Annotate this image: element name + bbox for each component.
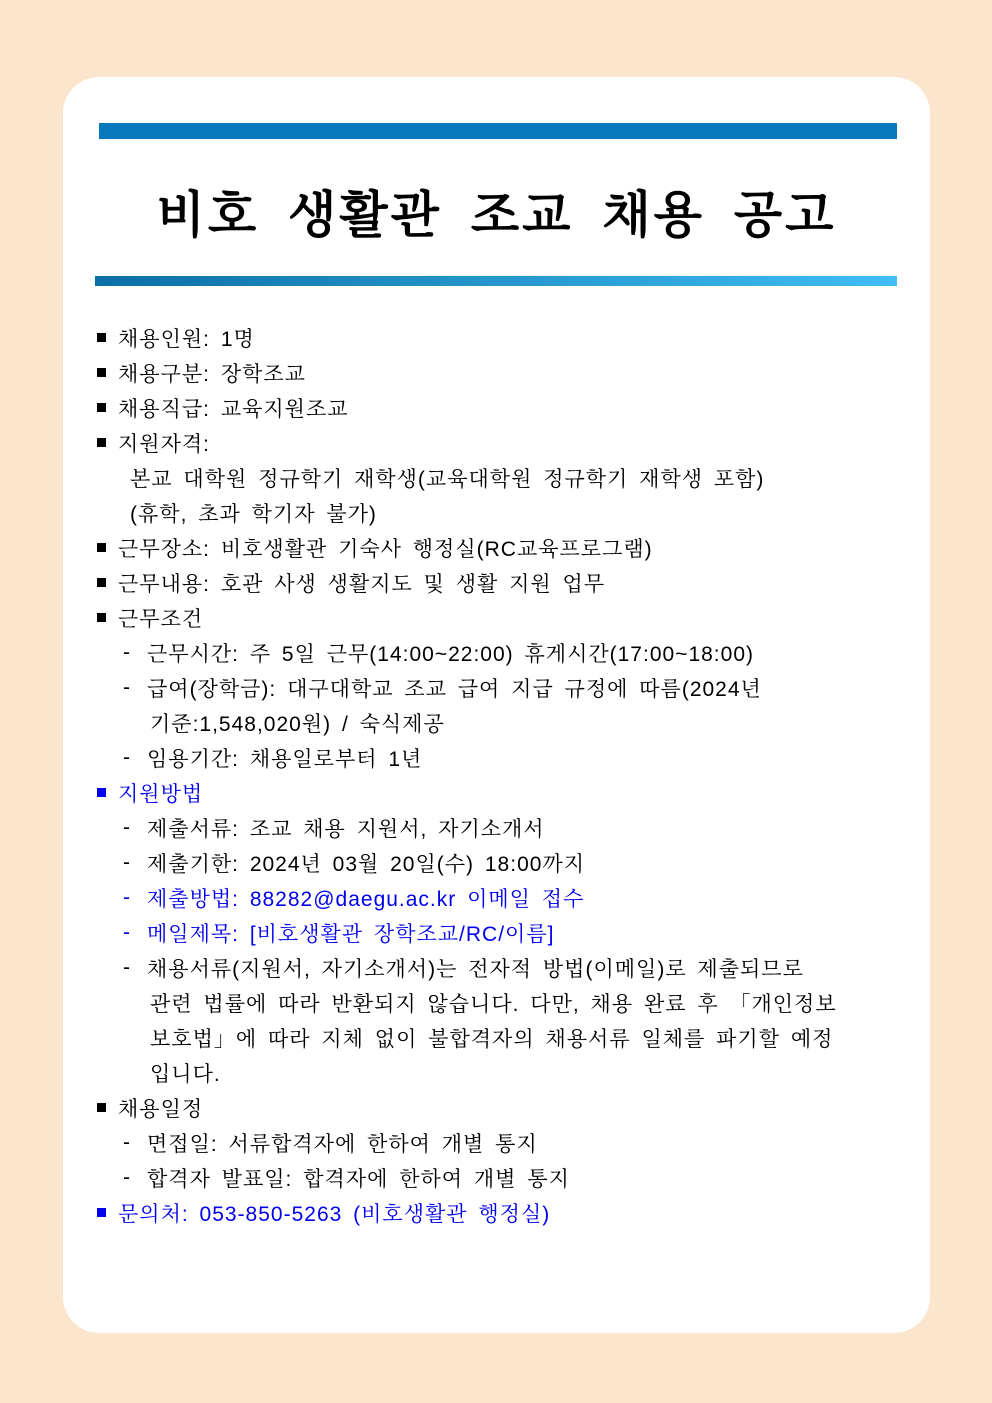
dash-bullet-icon: - (123, 640, 131, 664)
dash-bullet-icon: - (123, 920, 131, 944)
square-bullet-icon (97, 1103, 106, 1112)
notice-line (97, 670, 915, 705)
dash-bullet-icon: - (123, 1165, 131, 1189)
notice-line-text: 메일제목: [비호생활관 장학조교/RC/이름] (147, 922, 555, 946)
dash-bullet-icon: - (123, 885, 131, 909)
notice-line (97, 530, 915, 565)
notice-line (97, 460, 915, 495)
notice-line (97, 1125, 915, 1160)
notice-line (97, 320, 915, 355)
notice-line (97, 950, 915, 985)
notice-line (97, 425, 915, 460)
dash-bullet-icon: - (123, 850, 131, 874)
dash-bullet-icon: - (123, 675, 131, 699)
notice-line-text: 본교 대학원 정규학기 재학생(교육대학원 정규학기 재학생 포함) (130, 467, 765, 491)
notice-line (97, 775, 915, 810)
notice-line-text: 채용서류(지원서, 자기소개서)는 전자적 방법(이메일)로 제출되므로 (147, 957, 804, 981)
notice-line-text: 합격자 발표일: 합격자에 한하여 개별 통지 (147, 1167, 570, 1191)
dash-bullet-icon: - (123, 955, 131, 979)
square-bullet-icon (97, 438, 106, 447)
notice-line (97, 985, 915, 1020)
square-bullet-icon (97, 1208, 106, 1217)
notice-line-text: 채용인원: 1명 (118, 327, 255, 351)
notice-line-text: 기준:1,548,020원) / 숙식제공 (150, 712, 445, 736)
notice-line-text: 관련 법률에 따라 반환되지 않습니다. 다만, 채용 완료 후 「개인정보 (150, 992, 837, 1016)
notice-line (97, 1020, 915, 1055)
square-bullet-icon (97, 543, 106, 552)
notice-body (97, 320, 915, 1230)
notice-line (97, 810, 915, 845)
notice-line-text: 채용구분: 장학조교 (118, 362, 306, 386)
notice-line (97, 1160, 915, 1195)
dash-bullet-icon: - (123, 745, 131, 769)
notice-line-text: 근무시간: 주 5일 근무(14:00~22:00) 휴게시간(17:00~18:00) (147, 642, 754, 666)
notice-line (97, 1090, 915, 1125)
notice-line-text: 지원자격: (118, 432, 210, 456)
square-bullet-icon (97, 788, 106, 797)
notice-line-text: 보호법」에 따라 지체 없이 불합격자의 채용서류 일체를 파기할 예정 (150, 1027, 834, 1051)
notice-line (97, 600, 915, 635)
notice-line (97, 705, 915, 740)
notice-line (97, 635, 915, 670)
notice-line-text: 제출서류: 조교 채용 지원서, 자기소개서 (147, 817, 545, 841)
notice-line-text: (휴학, 초과 학기자 불가) (130, 502, 377, 526)
notice-line (97, 880, 915, 915)
notice-line-text: 면접일: 서류합격자에 한하여 개별 통지 (147, 1132, 538, 1156)
notice-line (97, 495, 915, 530)
notice-line-text: 문의처: 053-850-5263 (비호생활관 행정실) (118, 1202, 551, 1226)
square-bullet-icon (97, 368, 106, 377)
notice-line-text: 근무내용: 호관 사생 생활지도 및 생활 지원 업무 (118, 572, 606, 596)
notice-line (97, 1195, 915, 1230)
notice-line-text: 급여(장학금): 대구대학교 조교 급여 지급 규정에 따름(2024년 (147, 677, 762, 701)
notice-line (97, 915, 915, 950)
notice-card (63, 77, 930, 1333)
dash-bullet-icon: - (123, 1130, 131, 1154)
notice-line (97, 1055, 915, 1090)
notice-line (97, 845, 915, 880)
dash-bullet-icon: - (123, 815, 131, 839)
notice-line (97, 390, 915, 425)
notice-line-text: 임용기간: 채용일로부터 1년 (147, 747, 423, 771)
notice-line-text: 지원방법 (118, 782, 204, 806)
notice-line-text: 채용직급: 교육지원조교 (118, 397, 349, 421)
square-bullet-icon (97, 613, 106, 622)
header-top-bar (99, 123, 897, 139)
notice-line-text: 근무조건 (118, 607, 204, 631)
notice-line-text: 근무장소: 비호생활관 기숙사 행정실(RC교육프로그램) (118, 537, 653, 561)
notice-line-text: 입니다. (150, 1062, 221, 1086)
notice-line-text: 제출방법: 88282@daegu.ac.kr 이메일 접수 (147, 887, 585, 911)
header-divider-bar (95, 276, 897, 286)
notice-line (97, 565, 915, 600)
notice-line-text: 제출기한: 2024년 03월 20일(수) 18:00까지 (147, 852, 586, 876)
square-bullet-icon (97, 333, 106, 342)
square-bullet-icon (97, 403, 106, 412)
notice-line-text: 채용일정 (118, 1097, 204, 1121)
square-bullet-icon (97, 578, 106, 587)
notice-line (97, 355, 915, 390)
notice-line (97, 740, 915, 775)
page-title: 비호 생활관 조교 채용 공고 (156, 187, 837, 243)
